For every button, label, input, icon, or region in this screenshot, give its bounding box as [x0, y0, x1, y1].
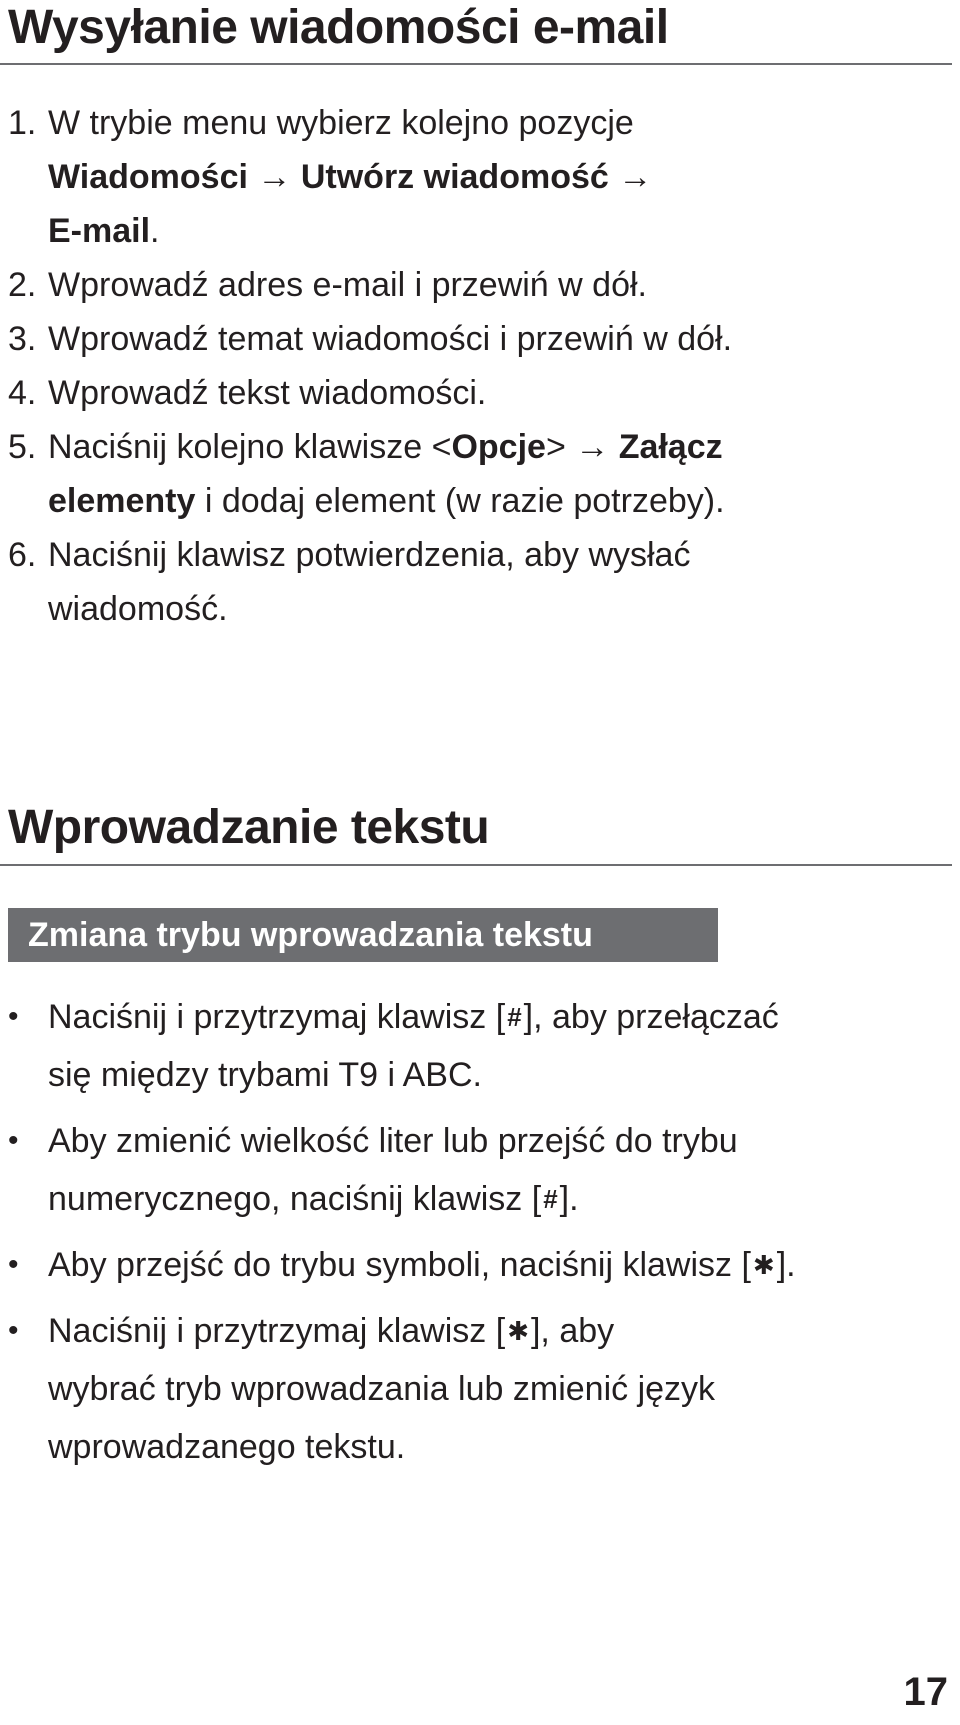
- step-1: [8, 96, 928, 258]
- step-3: [8, 312, 928, 366]
- step-text: Wprowadź temat wiadomości i przewiń w dół.: [48, 320, 733, 358]
- bullet-item: [8, 1112, 948, 1228]
- section-divider: [0, 864, 952, 866]
- bullet-icon: •: [8, 1248, 19, 1281]
- menu-path-attach: Załącz: [618, 428, 723, 466]
- bullet-item: [8, 988, 948, 1104]
- email-steps-list: [8, 96, 928, 636]
- bullet-text: się między trybami T9 i ABC.: [48, 1056, 482, 1094]
- bullet-item: [8, 1302, 948, 1476]
- hash-key-icon: #: [543, 1184, 558, 1214]
- step-text: Wprowadź tekst wiadomości.: [48, 374, 487, 412]
- page-number: 17: [903, 1670, 948, 1714]
- subheading-change-input-mode: Zmiana trybu wprowadzania tekstu: [8, 908, 718, 962]
- bullet-icon: •: [8, 1000, 19, 1033]
- bullet-text: ].: [559, 1180, 579, 1218]
- arrow: →: [608, 158, 653, 196]
- step-6: [8, 528, 928, 636]
- step-text: i dodaj element (w razie potrzeby).: [195, 482, 725, 520]
- arrow: →: [247, 158, 301, 196]
- softkey-options: Opcje: [451, 428, 546, 466]
- step-text: > →: [545, 428, 619, 466]
- step-text: W trybie menu wybierz kolejno pozycje: [48, 104, 634, 142]
- bullet-item: [8, 1236, 948, 1294]
- bullet-text: Naciśnij i przytrzymaj klawisz [: [48, 998, 506, 1036]
- step-number: 4.: [8, 374, 37, 412]
- section-divider: [0, 63, 952, 65]
- bullet-icon: •: [8, 1314, 19, 1347]
- hash-key-icon: #: [507, 1002, 522, 1032]
- step-text: .: [150, 212, 160, 250]
- step-number: 2.: [8, 266, 37, 304]
- menu-path-email: E-mail: [48, 212, 151, 250]
- menu-path-messages: Wiadomości: [48, 158, 248, 196]
- step-number: 1.: [8, 104, 37, 142]
- step-number: 5.: [8, 428, 37, 466]
- star-key-icon: ✱: [507, 1316, 529, 1346]
- section-title-text-input: Wprowadzanie tekstu: [8, 801, 490, 854]
- bullet-text: ].: [776, 1246, 796, 1284]
- step-4: [8, 366, 928, 420]
- section-title-email: Wysyłanie wiadomości e-mail: [8, 1, 669, 54]
- step-number: 3.: [8, 320, 37, 358]
- step-number: 6.: [8, 536, 37, 574]
- bullet-text: Aby przejść do trybu symboli, naciśnij klawisz [: [48, 1246, 751, 1284]
- step-text: Wprowadź adres e-mail i przewiń w dół.: [48, 266, 647, 304]
- text-input-bullets: [8, 988, 948, 1484]
- bullet-text: wybrać tryb wprowadzania lub zmienić język: [48, 1370, 716, 1408]
- bullet-text: numerycznego, naciśnij klawisz [: [48, 1180, 542, 1218]
- step-2: [8, 258, 928, 312]
- bullet-text: ], aby przełączać: [523, 998, 779, 1036]
- step-text: Naciśnij klawisz potwierdzenia, aby wysłać: [48, 536, 691, 574]
- menu-path-items: elementy: [48, 482, 196, 520]
- step-5: [8, 420, 928, 528]
- bullet-text: Aby zmienić wielkość liter lub przejść do trybu: [48, 1122, 738, 1160]
- bullet-text: ], aby: [530, 1312, 615, 1350]
- bullet-icon: •: [8, 1124, 19, 1157]
- step-text: wiadomość.: [48, 590, 228, 628]
- menu-path-create-message: Utwórz wiadomość: [300, 158, 609, 196]
- star-key-icon: ✱: [752, 1250, 775, 1280]
- bullet-text: wprowadzanego tekstu.: [48, 1428, 406, 1466]
- step-text: Naciśnij kolejno klawisze <: [48, 428, 452, 466]
- bullet-text: Naciśnij i przytrzymaj klawisz [: [48, 1312, 506, 1350]
